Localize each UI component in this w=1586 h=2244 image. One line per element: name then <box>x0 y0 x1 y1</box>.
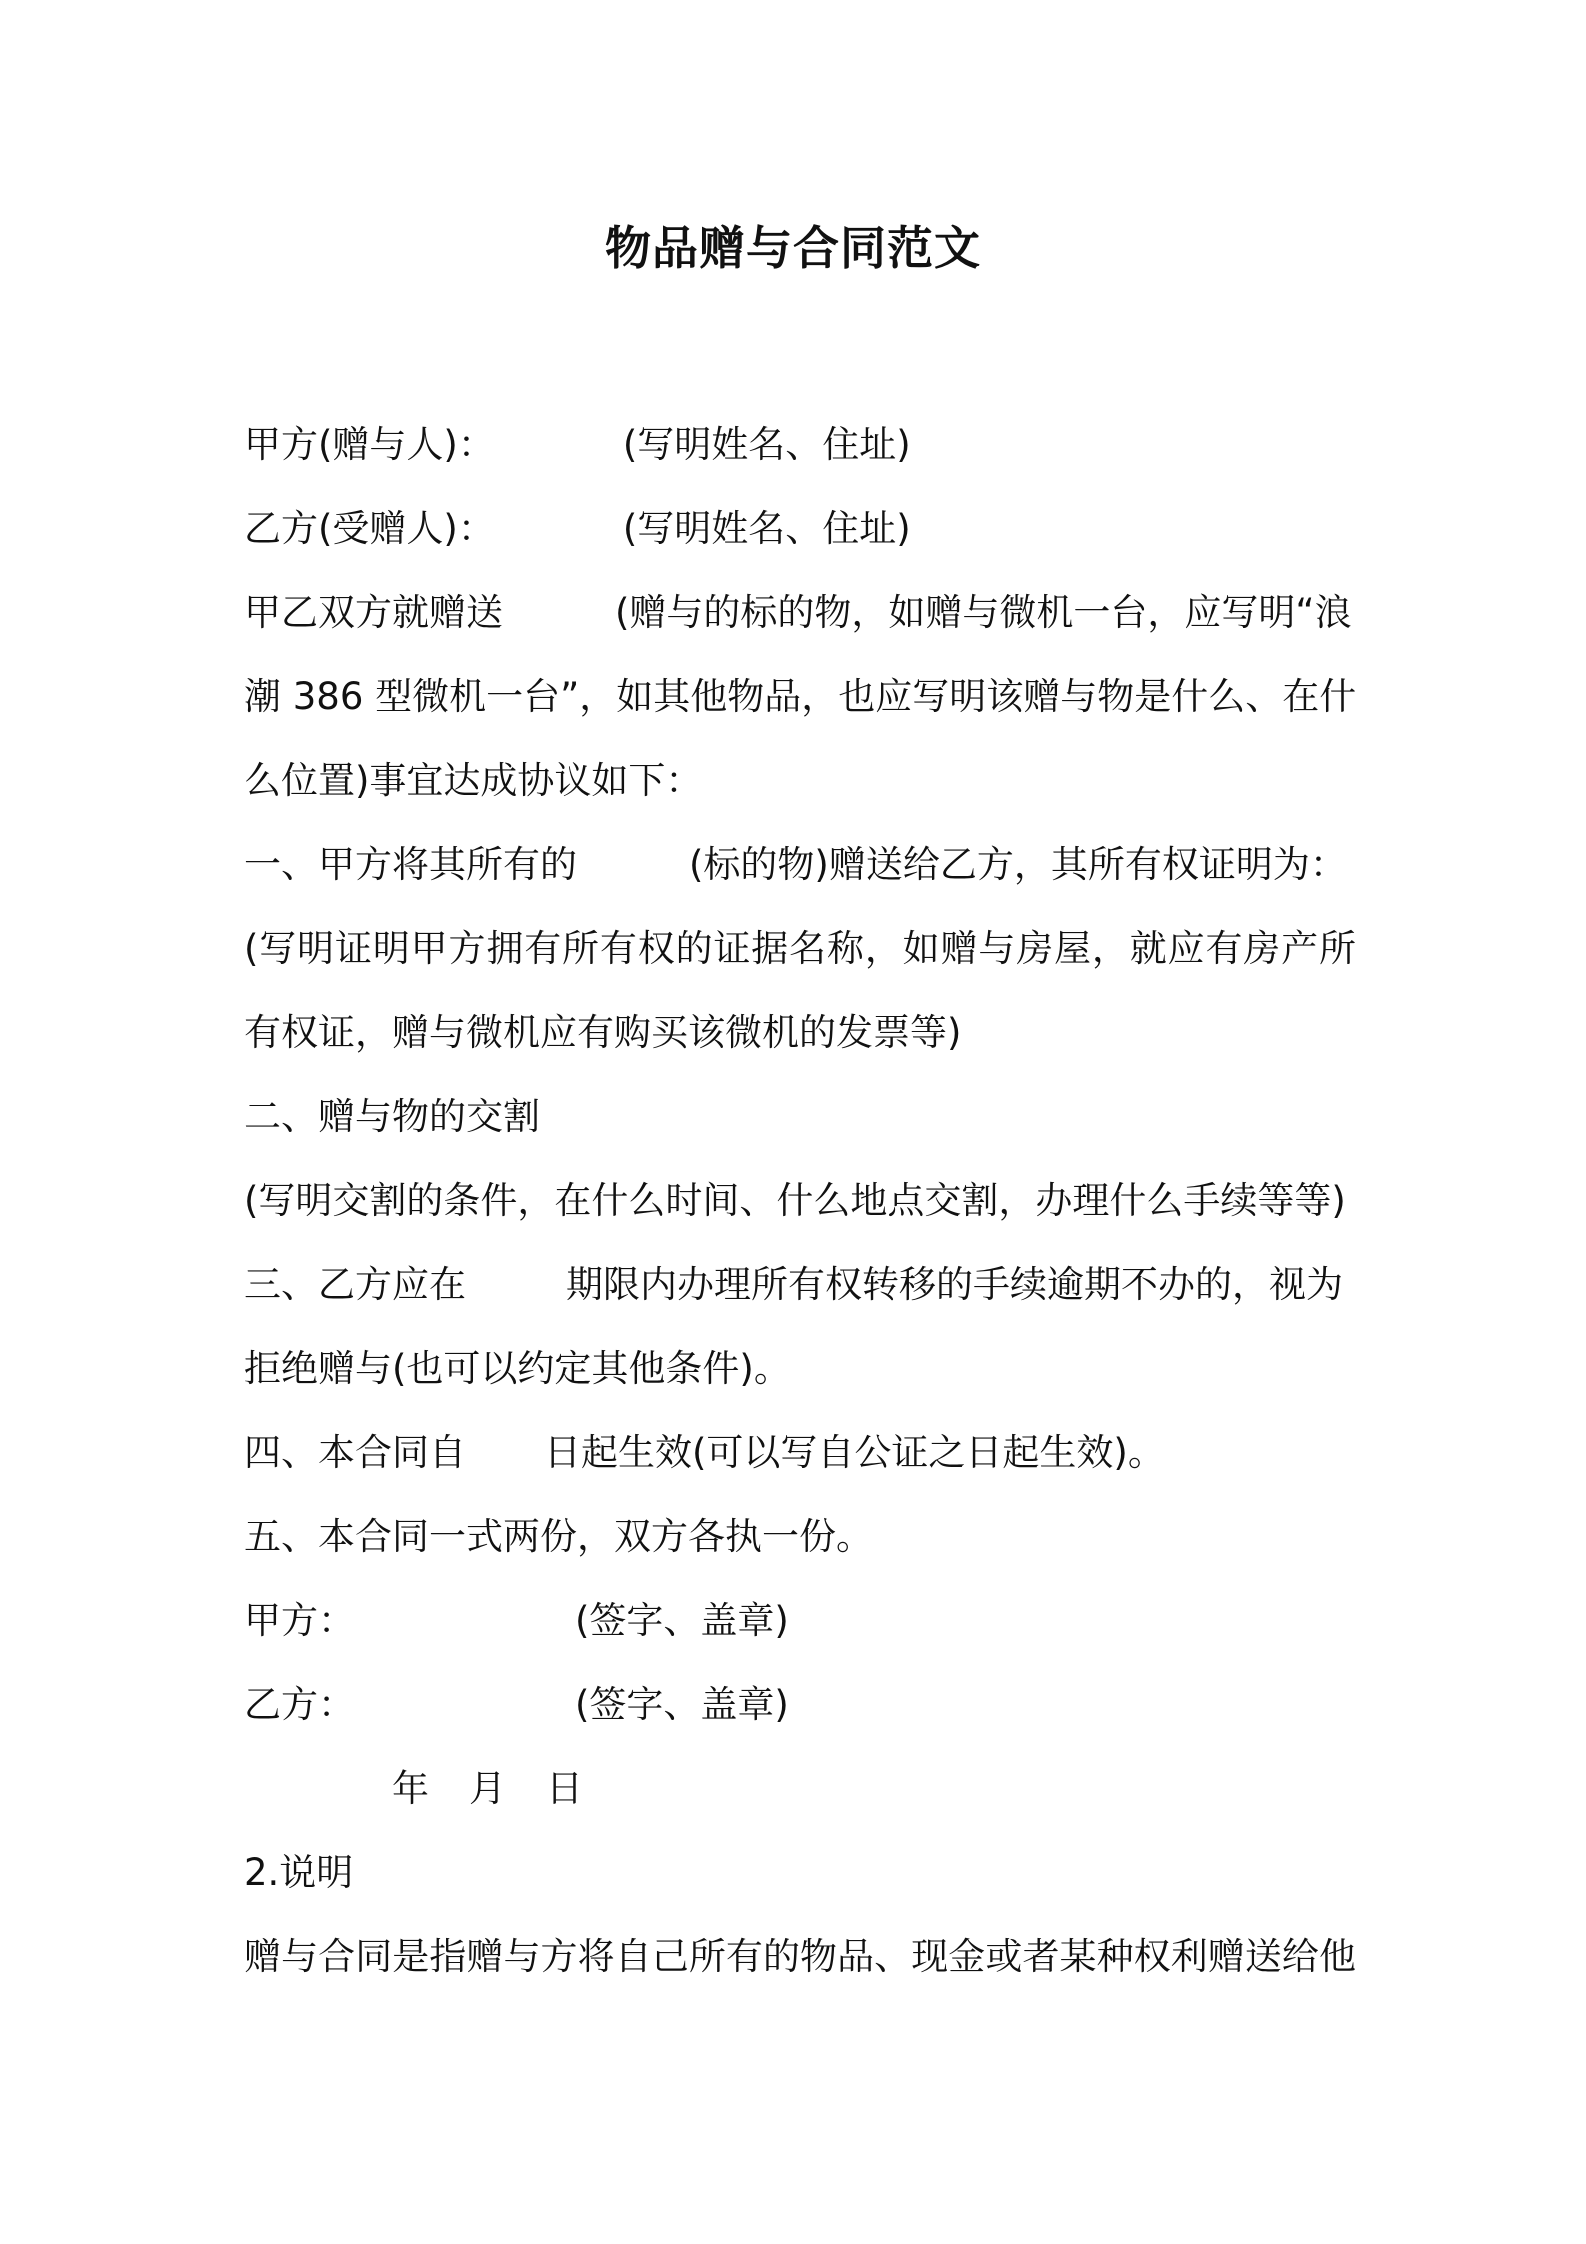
sign-a-label: 甲方： <box>244 1599 355 1642</box>
clause-1-line-2: (写明证明甲方拥有所有权的证据名称，如赠与房屋，就应有房产所 <box>244 927 1356 970</box>
party-a-note: (写明姓名、住址) <box>622 423 911 466</box>
party-a-line <box>244 403 1356 487</box>
clause-1-line-1-b: (标的物)赠送给乙方，其所有权证明为： <box>689 843 1347 886</box>
clause-3-line-1 <box>244 1243 1356 1327</box>
intro-line-2: 潮 386 型微机一台”，如其他物品，也应写明该赠与物是什么、在什 <box>244 675 1356 718</box>
sign-b-label: 乙方： <box>244 1683 355 1726</box>
intro-line-1 <box>244 571 1356 655</box>
sign-b-line <box>244 1663 1356 1747</box>
sign-a-line <box>244 1579 1356 1663</box>
clause-4-line <box>244 1411 1356 1495</box>
date-day: 日 <box>546 1767 583 1810</box>
clause-3-line-2: 拒绝赠与(也可以约定其他条件)。 <box>244 1347 791 1390</box>
party-b-note: (写明姓名、住址) <box>622 507 911 550</box>
party-b-line <box>244 487 1356 571</box>
document-body <box>244 403 1356 1999</box>
clause-1-line-3: 有权证，赠与微机应有购买该微机的发票等) <box>244 1011 962 1054</box>
intro-line-1-b: (赠与的标的物，如赠与微机一台，应写明“浪 <box>615 591 1352 634</box>
party-b-label: 乙方(受赠人)： <box>244 507 495 550</box>
explain-line-1: 赠与合同是指赠与方将自己所有的物品、现金或者某种权利赠送给他 <box>244 1935 1356 1978</box>
clause-1-line-1 <box>244 823 1356 907</box>
clause-4-a: 四、本合同自 <box>244 1431 466 1474</box>
sign-a-note: (签字、盖章) <box>575 1599 789 1642</box>
clause-3-line-1-b: 期限内办理所有权转移的手续逾期不办的，视为 <box>566 1263 1343 1306</box>
sign-b-note: (签字、盖章) <box>575 1683 789 1726</box>
clause-1-line-1-a: 一、甲方将其所有的 <box>244 843 577 886</box>
clause-2-heading: 二、赠与物的交割 <box>244 1095 540 1138</box>
intro-line-1-a: 甲乙双方就赠送 <box>244 591 503 634</box>
clause-4-b: 日起生效(可以写自公证之日起生效)。 <box>544 1431 1165 1474</box>
clause-3-line-1-a: 三、乙方应在 <box>244 1263 466 1306</box>
date-line <box>244 1747 1356 1831</box>
date-month: 月 <box>469 1767 506 1810</box>
intro-line-3: 么位置)事宜达成协议如下： <box>244 759 703 802</box>
explain-heading: 2.说明 <box>244 1851 354 1894</box>
clause-5-line: 五、本合同一式两份，双方各执一份。 <box>244 1515 873 1558</box>
date-year: 年 <box>392 1767 429 1810</box>
clause-2-detail: (写明交割的条件，在什么时间、什么地点交割，办理什么手续等等) <box>244 1179 1346 1222</box>
party-a-label: 甲方(赠与人)： <box>244 423 495 466</box>
document-title: 物品赠与合同范文 <box>605 221 981 275</box>
